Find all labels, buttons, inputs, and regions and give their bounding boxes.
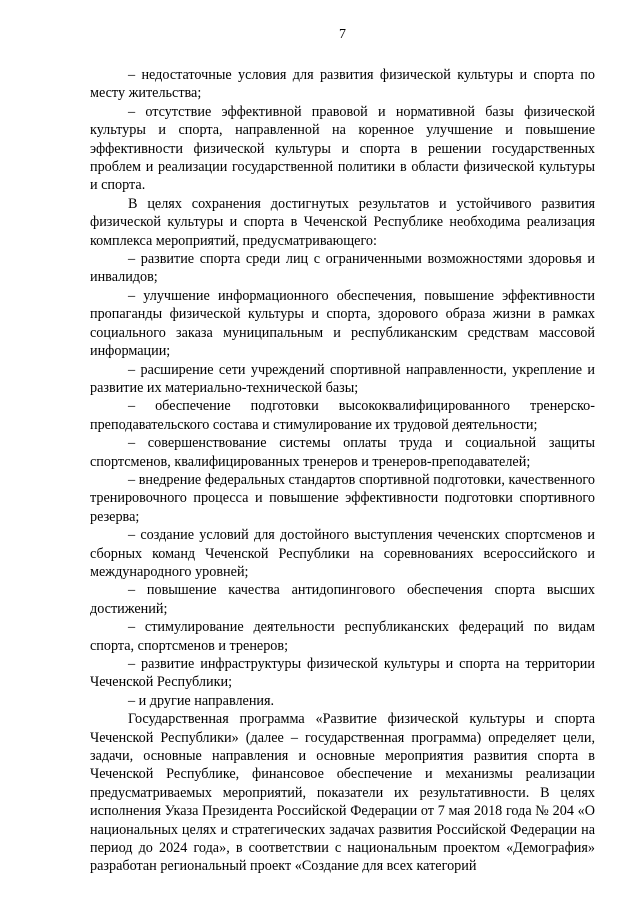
paragraph: – развитие спорта среди лиц с ограниченными возможностями здоровья и инвалидов;	[90, 251, 595, 286]
paragraph: – стимулирование деятельности республиканских федераций по видам спорта, спортсменов и тренеров;	[90, 619, 595, 654]
page-number: 7	[339, 27, 346, 42]
paragraph: – недостаточные условия для развития физической культуры и спорта по месту жительства;	[90, 67, 595, 102]
paragraph: – и другие направления.	[128, 692, 275, 709]
paragraph: – внедрение федеральных стандартов спортивной подготовки, качественного тренировочного процесса и повышение эффективности подготовки спортивного резерва;	[90, 471, 595, 525]
document-page	[90, 26, 595, 876]
paragraph: – улучшение информационного обеспечения, повышение эффективности пропаганды физической культуры и спорта, здорового образа жизни в рамках социального заказа муниципальным и республиканским средствам массовой информации;	[90, 287, 595, 360]
paragraph: – создание условий для достойного выступления чеченских спортсменов и сборных команд Чеченской Республики на соревнованиях всероссийского и международного уровней;	[90, 527, 595, 580]
paragraph: – совершенствование системы оплаты труда и социальной защиты спортсменов, квалифицированных тренеров и тренеров-преподавателей;	[90, 435, 595, 470]
document-body	[90, 66, 595, 876]
paragraph: – обеспечение подготовки высококвалифицированного тренерско-преподавательского состава и стимулирование их трудовой деятельности;	[90, 398, 595, 433]
paragraph: В целях сохранения достигнутых результатов и устойчивого развития физической культуры и спорта в Чеченской Республике необходима реализация комплекса мероприятий, предусматривающего:	[90, 195, 595, 249]
paragraph: – повышение качества антидопингового обеспечения спорта высших достижений;	[90, 582, 595, 617]
paragraph: Государственная программа «Развитие физической культуры и спорта Чеченской Республики» (далее – государственная программа) определяет цели, задачи, основные направления и основные мероприятия развития спорта в Чеченской Республике, финансовое обеспечение и механизмы реализации предусматриваемых мероприятий, показатели их результативности. В целях исполнения Указа Президента Российской Федерации от 7 мая 2018 года № 204 «О национальных целях и стратегических задачах развития Российской Федерации на период до 2024 года», в соответствии с национальным проектом «Демография» разработан региональный проект «Создание для всех категорий	[90, 711, 595, 875]
paragraph: – расширение сети учреждений спортивной направленности, укрепление и развитие их материально-технической базы;	[90, 361, 595, 396]
paragraph: – отсутствие эффективной правовой и нормативной базы физической культуры и спорта, направленной на коренное улучшение и повышение эффективности физической культуры и спорта в решении государственных проблем и реализации государственной политики в области физической культуры и спорта.	[90, 103, 595, 194]
paragraph: – развитие инфраструктуры физической культуры и спорта на территории Чеченской Республики;	[90, 656, 595, 691]
